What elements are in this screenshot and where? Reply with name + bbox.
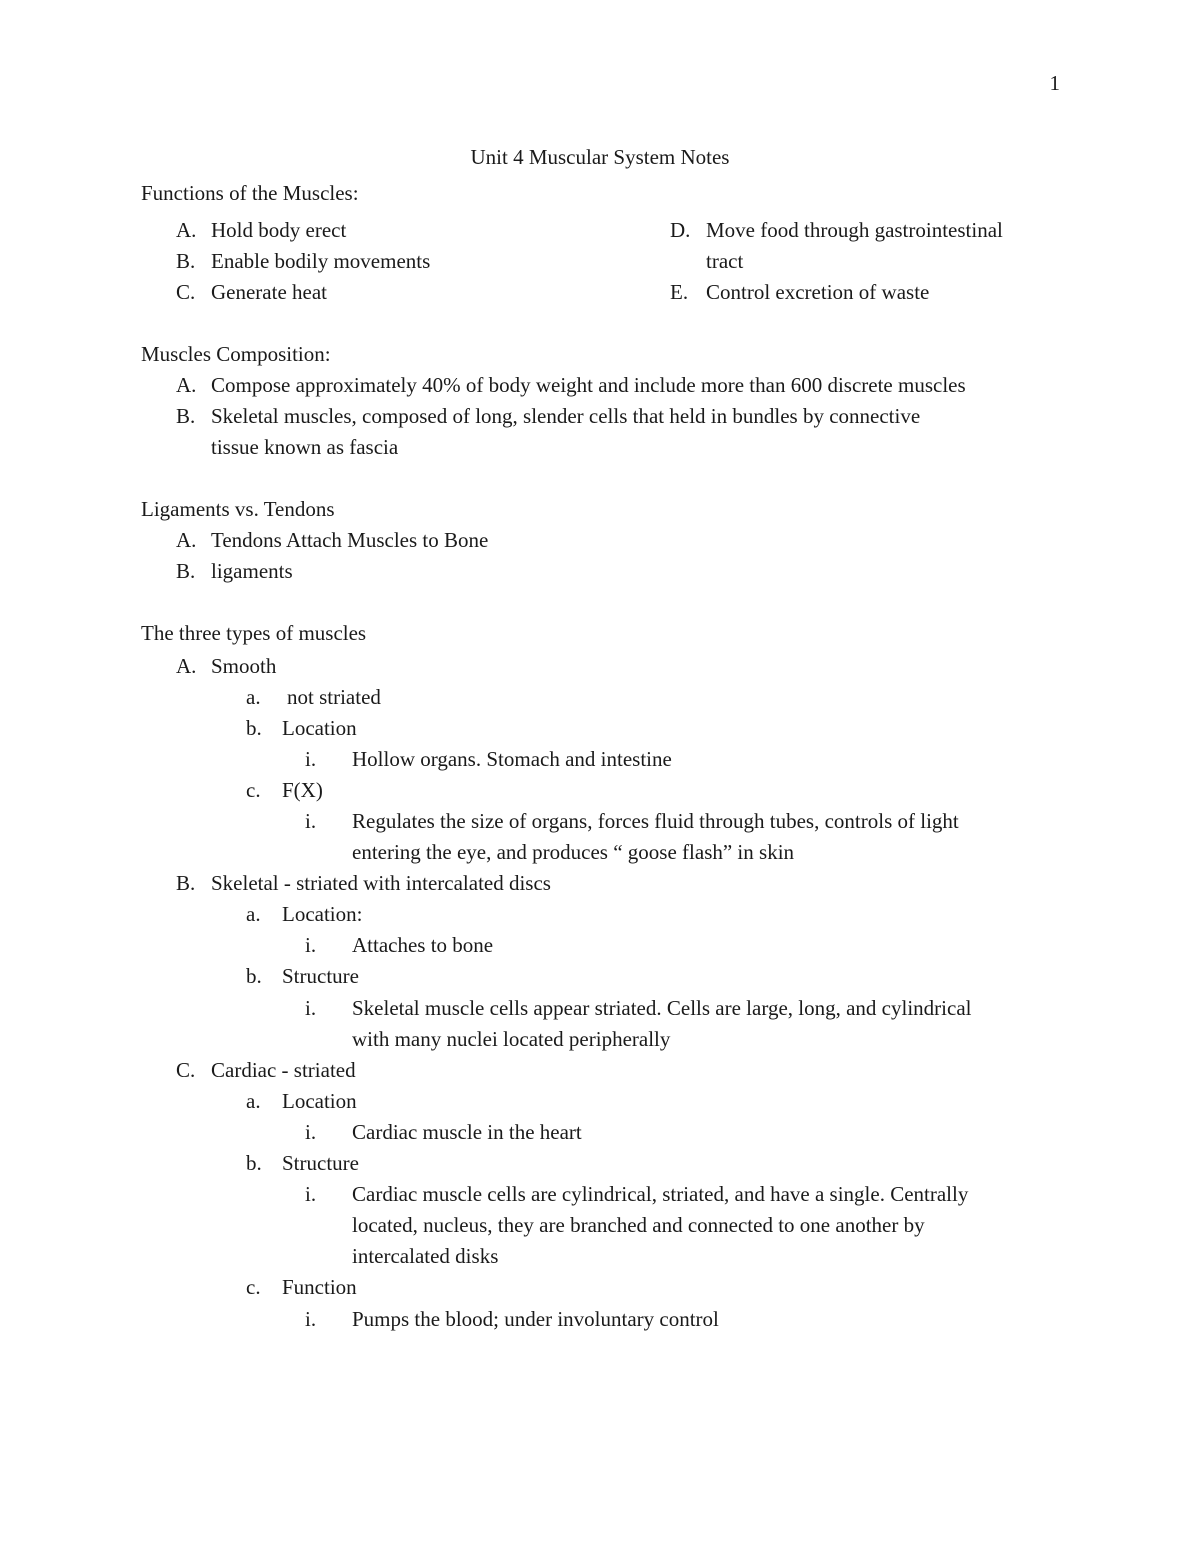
list-marker: a. [246,1089,261,1113]
types-heading: The three types of muscles [141,621,367,645]
list-item-continuation: with many nuclei located peripherally [352,1027,671,1051]
list-marker: i. [305,809,317,833]
list-item: Location [282,716,357,740]
list-item-continuation: located, nucleus, they are branched and connected to one another by [352,1213,925,1237]
list-item: Hold body erect [211,218,347,242]
list-item-smooth: Smooth [211,654,277,678]
list-marker: A. [176,373,197,397]
list-marker: b. [246,1151,262,1175]
list-marker: a. [246,685,261,709]
list-marker: A. [176,654,197,678]
list-item: Pumps the blood; under involuntary control [352,1307,719,1331]
list-item: Cardiac muscle in the heart [352,1120,582,1144]
list-marker: E. [670,280,689,304]
list-marker: A. [176,528,197,552]
list-item: not striated [287,685,381,709]
list-marker: i. [305,933,317,957]
list-item-continuation: intercalated disks [352,1244,499,1268]
list-marker: a. [246,902,261,926]
list-item-continuation: tissue known as fascia [211,435,399,459]
document-title: Unit 4 Muscular System Notes [470,145,730,169]
list-marker: b. [246,964,262,988]
list-marker: A. [176,218,197,242]
list-item: Cardiac muscle cells are cylindrical, striated, and have a single. Centrally [352,1182,969,1206]
list-item: Enable bodily movements [211,249,431,273]
list-marker: B. [176,404,196,428]
list-item-continuation: tract [706,249,744,273]
list-item: Skeletal muscle cells appear striated. Cells are large, long, and cylindrical [352,996,972,1020]
list-item: Hollow organs. Stomach and intestine [352,747,672,771]
list-marker: C. [176,1058,196,1082]
list-item: Attaches to bone [352,933,494,957]
list-item-cardiac: Cardiac - striated [211,1058,356,1082]
list-marker: C. [176,280,196,304]
list-item: Move food through gastrointestinal [706,218,1003,242]
list-marker: c. [246,1275,261,1299]
list-marker: i. [305,747,317,771]
list-item: Structure [282,1151,359,1175]
list-item: Tendons Attach Muscles to Bone [211,528,489,552]
list-marker: i. [305,1307,317,1331]
list-marker: B. [176,871,196,895]
list-marker: i. [305,1120,317,1144]
list-item: Structure [282,964,359,988]
list-item: F(X) [282,778,323,802]
list-marker: B. [176,559,196,583]
list-item: Compose approximately 40% of body weight and include more than 600 discrete muscles [211,373,966,397]
list-item-continuation: entering the eye, and produces “ goose flash” in skin [352,840,795,864]
list-marker: i. [305,1182,317,1206]
list-marker: B. [176,249,196,273]
list-item: Control excretion of waste [706,280,930,304]
list-item: Generate heat [211,280,328,304]
list-marker: b. [246,716,262,740]
list-item: Skeletal muscles, composed of long, slender cells that held in bundles by connective [211,404,921,428]
list-marker: D. [670,218,691,242]
functions-heading: Functions of the Muscles: [141,181,359,205]
list-item: Location [282,1089,357,1113]
list-marker: c. [246,778,261,802]
list-item-skeletal: Skeletal - striated with intercalated discs [211,871,551,895]
list-item: Location: [282,902,363,926]
page-number: 1 [1049,71,1060,95]
list-marker: i. [305,996,317,1020]
ligaments-heading: Ligaments vs. Tendons [141,497,335,521]
composition-heading: Muscles Composition: [141,342,331,366]
list-item: ligaments [211,559,293,583]
list-item: Function [282,1275,357,1299]
list-item: Regulates the size of organs, forces fluid through tubes, controls of light [352,809,959,833]
